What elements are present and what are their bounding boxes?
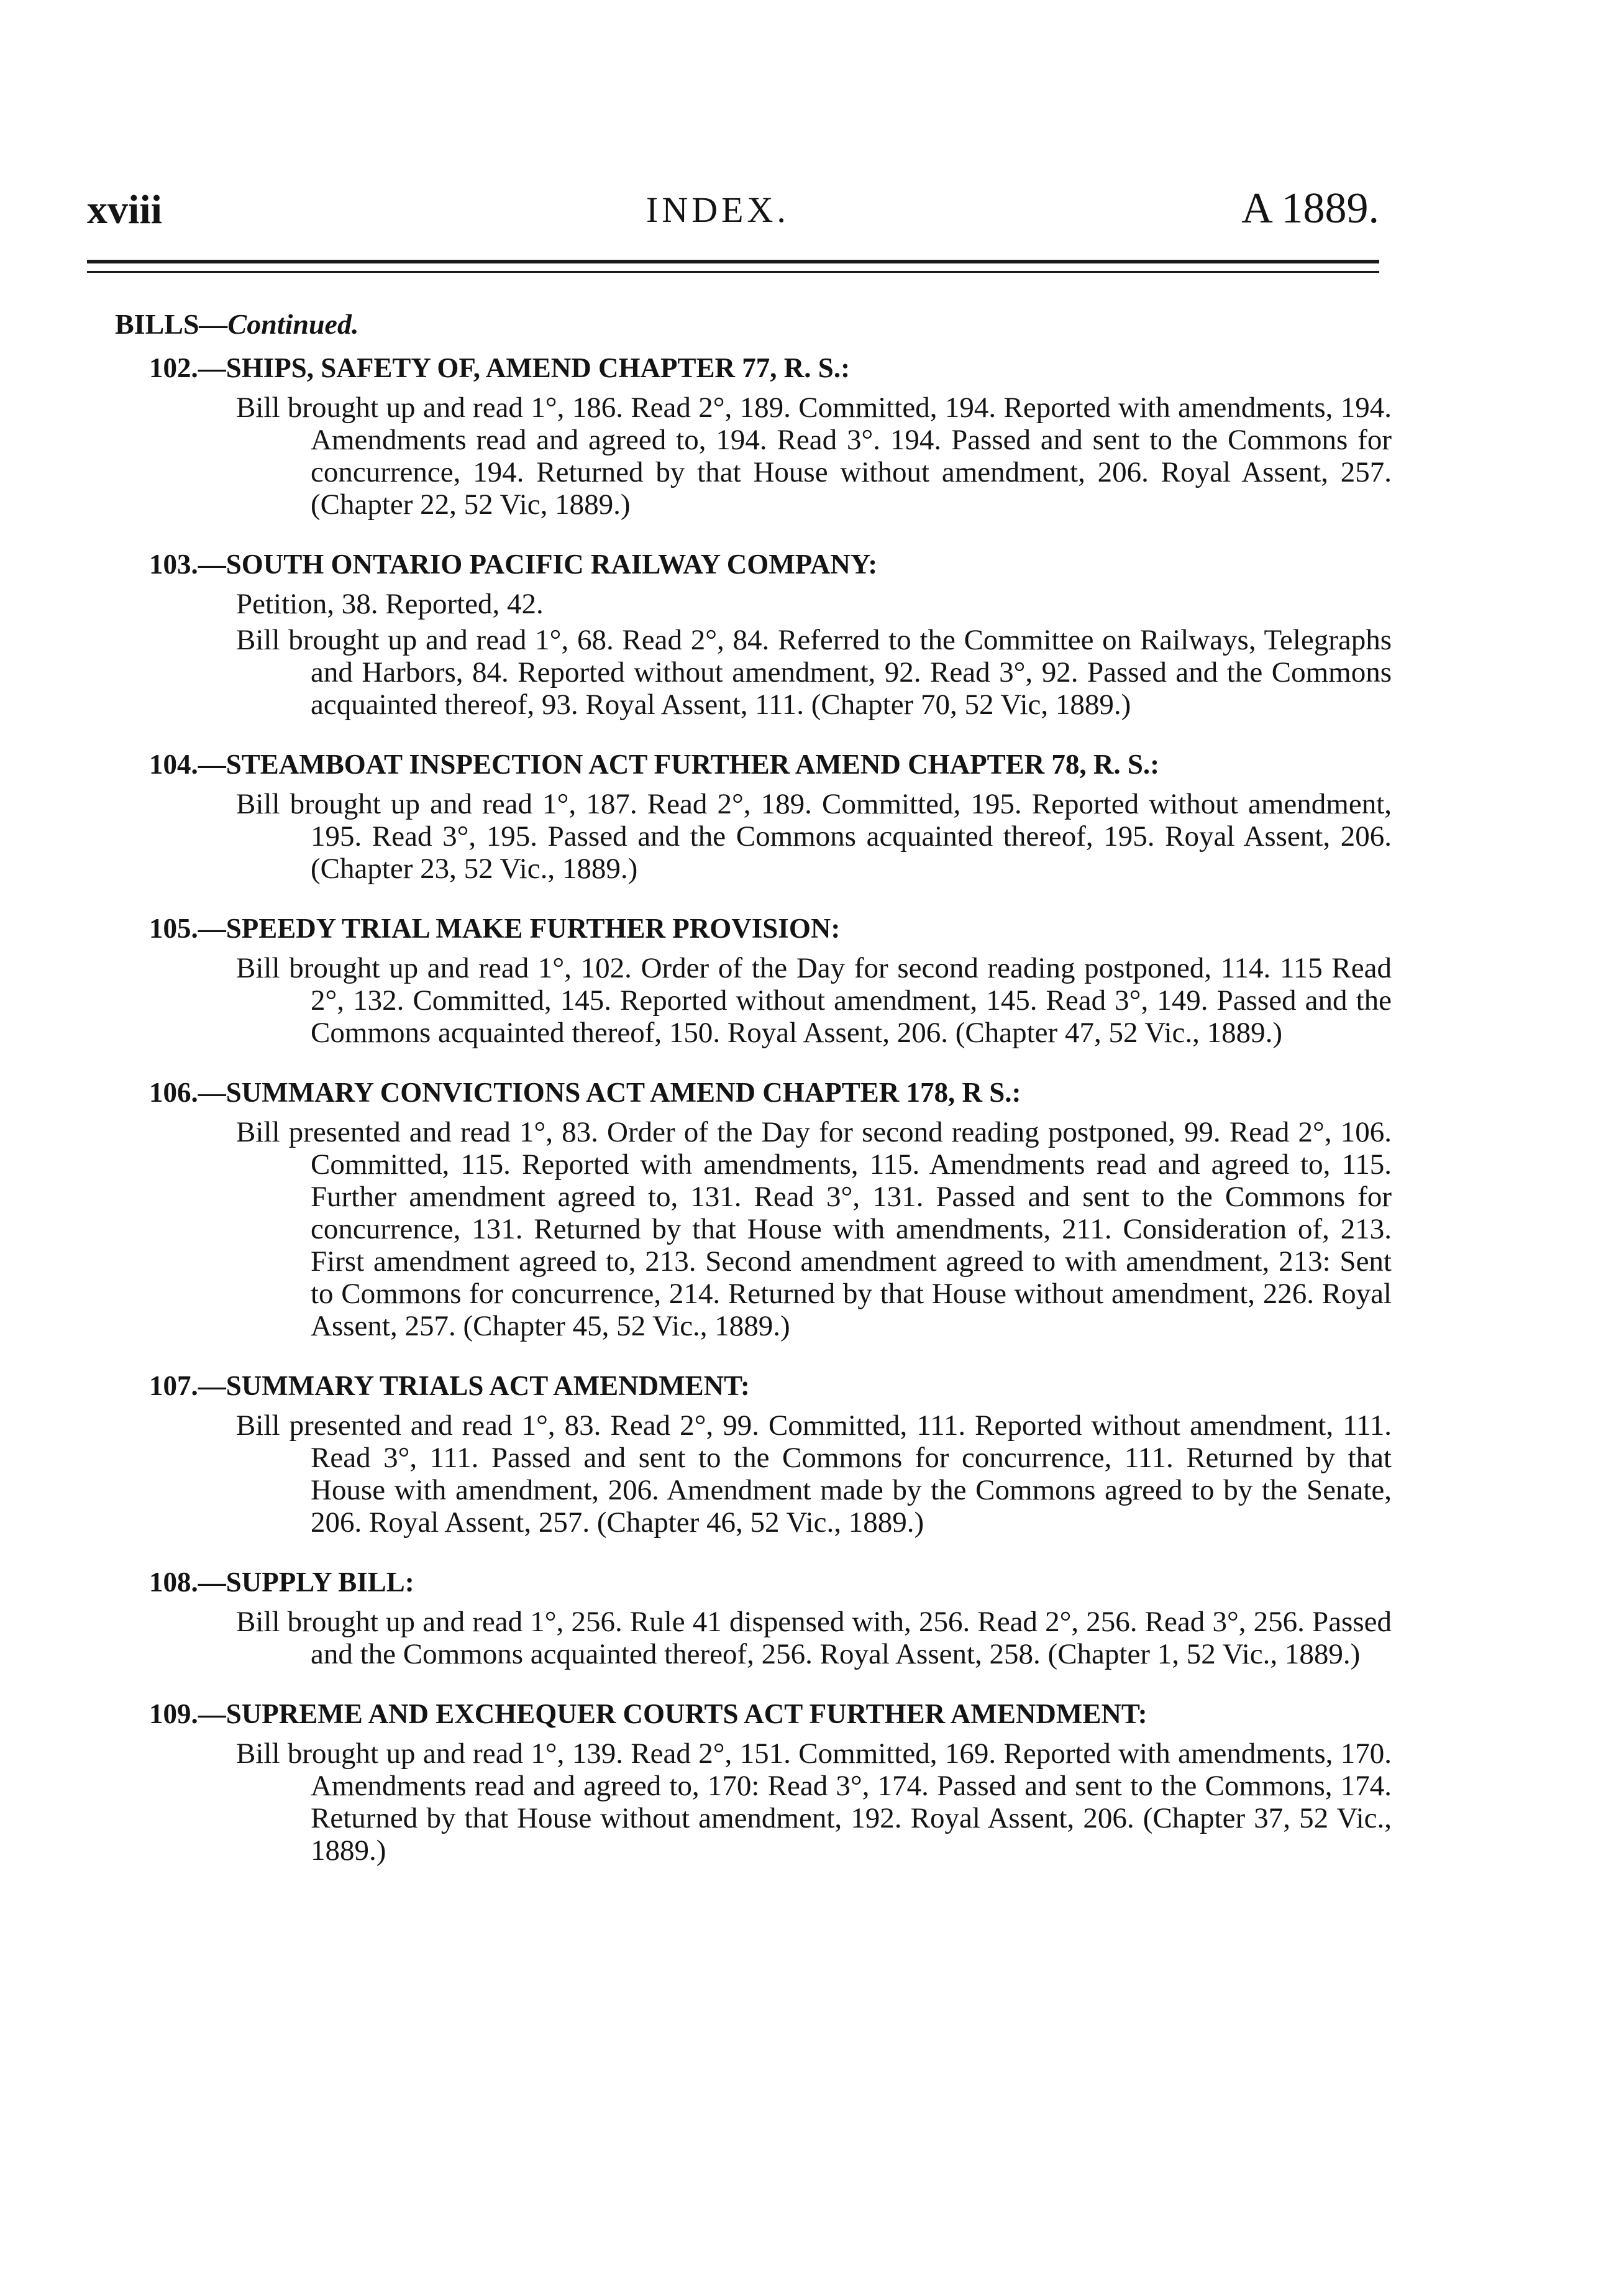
section-continued: —Continued.	[199, 308, 359, 340]
header-year: A 1889.	[1241, 185, 1379, 232]
entry-body	[149, 788, 1392, 885]
entry-paragraph: Bill brought up and read 1°, 187. Read 2°, 189. Committed, 195. Reported without amendment, 195. Read 3°, 195. Passed and the Commons acquainted thereof, 195. Royal Assent, 206. (Chapter 23, 52 Vic., 1889.)	[236, 788, 1392, 885]
entry-body	[149, 588, 1392, 721]
section-title: BILLS	[115, 308, 199, 340]
entry-paragraph: Bill brought up and read 1°, 139. Read 2°, 151. Committed, 169. Reported with amendments, 170. Amendments read and agreed to, 170: Read 3°, 174. Passed and sent to the Commons, 174. Returned by that House without amendment, 192. Royal Assent, 206. (Chapter 37, 52 Vic., 1889.)	[236, 1737, 1392, 1867]
entry-body	[149, 1116, 1392, 1342]
index-entry	[149, 1562, 1392, 1670]
entry-title: 104.—STEAMBOAT INSPECTION ACT FURTHER AMEND CHAPTER 78, R. S.:	[149, 749, 1160, 780]
index-entry	[149, 348, 1392, 521]
index-entry	[149, 1694, 1392, 1867]
entry-paragraph: Bill presented and read 1°, 83. Order of the Day for second reading postponed, 99. Read 2°, 106. Committed, 115. Reported with amendments, 115. Amendments read and agreed to, 115. Further amendment agreed to, 131. Read 3°, 131. Passed and sent to the Commons for concurrence, 131. Returned by that House with amendments, 211. Consideration of, 213. First amendment agreed to, 213. Second amendment agreed to with amendment, 213: Sent to Commons for concurrence, 214. Returned by that House without amendment, 226. Royal Assent, 257. (Chapter 45, 52 Vic., 1889.)	[236, 1116, 1392, 1342]
entry-paragraph: Petition, 38. Reported, 42.	[236, 588, 544, 620]
page-number: xviii	[87, 187, 163, 232]
entry-body	[149, 391, 1392, 521]
header-title: INDEX.	[646, 190, 790, 230]
entry-title: 107.—SUMMARY TRIALS ACT AMENDMENT:	[149, 1370, 750, 1401]
entry-paragraph: Bill brought up and read 1°, 256. Rule 41 dispensed with, 256. Read 2°, 256. Read 3°, 256. Passed and the Commons acquainted thereof, 256. Royal Assent, 258. (Chapter 1, 52 Vic., 1889.)	[236, 1606, 1392, 1670]
index-entry	[149, 1366, 1392, 1539]
entry-paragraph: Bill brought up and read 1°, 102. Order of the Day for second reading postponed, 114. 115 Read 2°, 132. Committed, 145. Reported without amendment, 145. Read 3°, 149. Passed and the Commons acquainted thereof, 150. Royal Assent, 206. (Chapter 47, 52 Vic., 1889.)	[236, 952, 1392, 1049]
entry-paragraph: Bill presented and read 1°, 83. Read 2°, 99. Committed, 111. Reported without amendment, 111. Read 3°, 111. Passed and sent to the Commons for concurrence, 111. Returned by that House with amendment, 206. Amendment made by the Commons agreed to by the Senate, 206. Royal Assent, 257. (Chapter 46, 52 Vic., 1889.)	[236, 1409, 1392, 1539]
running-header	[87, 180, 1379, 236]
entry-body	[149, 1737, 1392, 1867]
header-rule-thin	[87, 271, 1379, 273]
section-heading	[115, 308, 358, 341]
entry-body	[149, 1409, 1392, 1539]
entry-paragraph: Bill brought up and read 1°, 186. Read 2°, 189. Committed, 194. Reported with amendments, 194. Amendments read and agreed to, 194. Read 3°. 194. Passed and sent to the Commons for concurrence, 194. Returned by that House without amendment, 206. Royal Assent, 257. (Chapter 22, 52 Vic, 1889.)	[236, 391, 1392, 521]
entry-paragraph: Bill brought up and read 1°, 68. Read 2°, 84. Referred to the Committee on Railways, Telegraphs and Harbors, 84. Reported without amendment, 92. Read 3°, 92. Passed and the Commons acquainted thereof, 93. Royal Assent, 111. (Chapter 70, 52 Vic, 1889.)	[236, 624, 1392, 721]
entry-title: 106.—SUMMARY CONVICTIONS ACT AMEND CHAPTER 178, R S.:	[149, 1077, 1021, 1108]
entry-body	[149, 1606, 1392, 1670]
index-entry	[149, 744, 1392, 885]
index-entry	[149, 1073, 1392, 1342]
entry-body	[149, 952, 1392, 1049]
index-entry	[149, 908, 1392, 1049]
header-rule-thick	[87, 260, 1379, 263]
index-entries	[149, 348, 1392, 1890]
entry-title: 102.—SHIPS, SAFETY OF, AMEND CHAPTER 77, R. S.:	[149, 352, 851, 383]
entry-title: 103.—SOUTH ONTARIO PACIFIC RAILWAY COMPANY:	[149, 549, 878, 580]
index-entry	[149, 544, 1392, 721]
entry-title: 108.—SUPPLY BILL:	[149, 1567, 414, 1598]
entry-title: 109.—SUPREME AND EXCHEQUER COURTS ACT FURTHER AMENDMENT:	[149, 1698, 1147, 1729]
entry-title: 105.—SPEEDY TRIAL MAKE FURTHER PROVISION:	[149, 913, 841, 944]
